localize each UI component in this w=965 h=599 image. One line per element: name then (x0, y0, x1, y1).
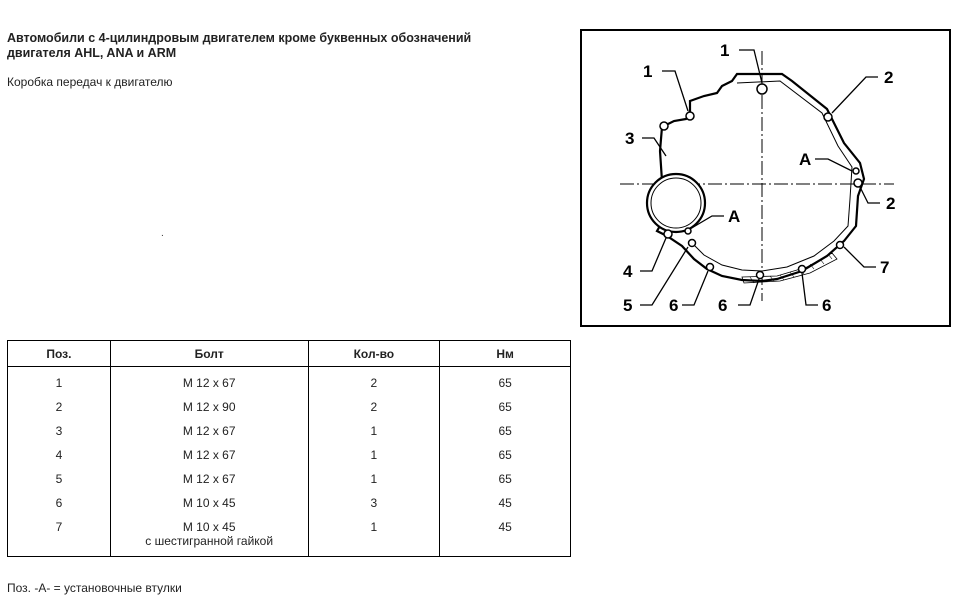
callout-A-mid: A (728, 207, 741, 226)
bolt-hole-2-right (854, 179, 862, 187)
callout-3: 3 (625, 129, 635, 148)
table-row (8, 419, 571, 443)
callout-A-right: A (799, 150, 812, 169)
cell-pos: 4 (8, 443, 111, 467)
table-header-row (8, 341, 571, 367)
table-row (8, 515, 571, 557)
cell-pos: 7 (8, 515, 111, 557)
bolt-hole-1-left (686, 112, 694, 120)
dowel-A-right (853, 168, 859, 174)
callout-1-top: 1 (720, 41, 730, 60)
col-header-nm: Нм (440, 341, 571, 367)
bolt-hole-4 (664, 230, 672, 238)
title-line-2: двигателя AHL, ANA и ARM (7, 46, 177, 60)
page-title (7, 31, 567, 61)
cell-bolt: M 12 x 67 (110, 443, 308, 467)
cell-qty: 1 (308, 419, 440, 443)
cell-nm: 65 (440, 395, 571, 419)
cell-pos: 6 (8, 491, 111, 515)
col-header-qty: Кол-во (308, 341, 440, 367)
callout-1-left: 1 (643, 62, 653, 81)
cell-bolt: M 10 x 45 (182, 520, 236, 534)
callout-7: 7 (880, 258, 890, 277)
cell-pos: 3 (8, 419, 111, 443)
table-row (8, 395, 571, 419)
cell-nm: 65 (440, 467, 571, 491)
table-row (8, 491, 571, 515)
cell-qty: 1 (308, 443, 440, 467)
callout-6-b: 6 (718, 296, 728, 315)
col-header-bolt: Болт (110, 341, 308, 367)
cell-pos: 1 (8, 367, 111, 396)
bolt-hole-5 (689, 240, 696, 247)
callout-2-right: 2 (886, 194, 896, 213)
callout-2-top: 2 (884, 68, 894, 87)
callout-5: 5 (623, 296, 633, 315)
cell-bolt: M 10 x 45 (110, 491, 308, 515)
table-row (8, 467, 571, 491)
bolt-hole-6b (757, 272, 764, 279)
bolt-hole-7 (837, 242, 844, 249)
bolt-diagram-svg (582, 31, 949, 325)
cell-nm: 65 (440, 367, 571, 396)
callout-6-a: 6 (669, 296, 679, 315)
stray-dot: . (161, 228, 164, 239)
footnote: Поз. -A- = установочные втулки (7, 581, 182, 595)
bolt-hole-2-top (824, 113, 832, 121)
cell-pos: 2 (8, 395, 111, 419)
callout-4: 4 (623, 262, 633, 281)
table-row (8, 367, 571, 396)
title-line-1: Автомобили с 4-цилиндровым двигателем кроме буквенных обозначений (7, 31, 472, 45)
bolt-diagram (580, 29, 951, 327)
starter-opening (647, 174, 705, 232)
bolt-hole-1-top (757, 84, 767, 94)
cell-nm: 45 (440, 491, 571, 515)
callout-6-c: 6 (822, 296, 832, 315)
page-subtitle: Коробка передач к двигателю (7, 75, 173, 89)
cell-bolt-extra: с шестигранной гайкой (145, 534, 274, 548)
bolt-hole-3 (660, 122, 668, 130)
cell-bolt: M 12 x 67 (110, 367, 308, 396)
cell-bolt: M 12 x 67 (110, 419, 308, 443)
cell-bolt-multiline (110, 515, 308, 557)
bolt-hole-6a (707, 264, 714, 271)
cell-qty: 3 (308, 491, 440, 515)
bolt-spec-table (7, 340, 571, 557)
cell-qty: 1 (308, 515, 440, 557)
cell-pos: 5 (8, 467, 111, 491)
cell-nm: 65 (440, 419, 571, 443)
cell-nm: 65 (440, 443, 571, 467)
table-row (8, 443, 571, 467)
cell-qty: 2 (308, 395, 440, 419)
cell-nm: 45 (440, 515, 571, 557)
cell-bolt: M 12 x 90 (110, 395, 308, 419)
bolt-hole-6c (799, 266, 806, 273)
col-header-pos: Поз. (8, 341, 111, 367)
cell-qty: 2 (308, 367, 440, 396)
cell-bolt: M 12 x 67 (110, 467, 308, 491)
cell-qty: 1 (308, 467, 440, 491)
